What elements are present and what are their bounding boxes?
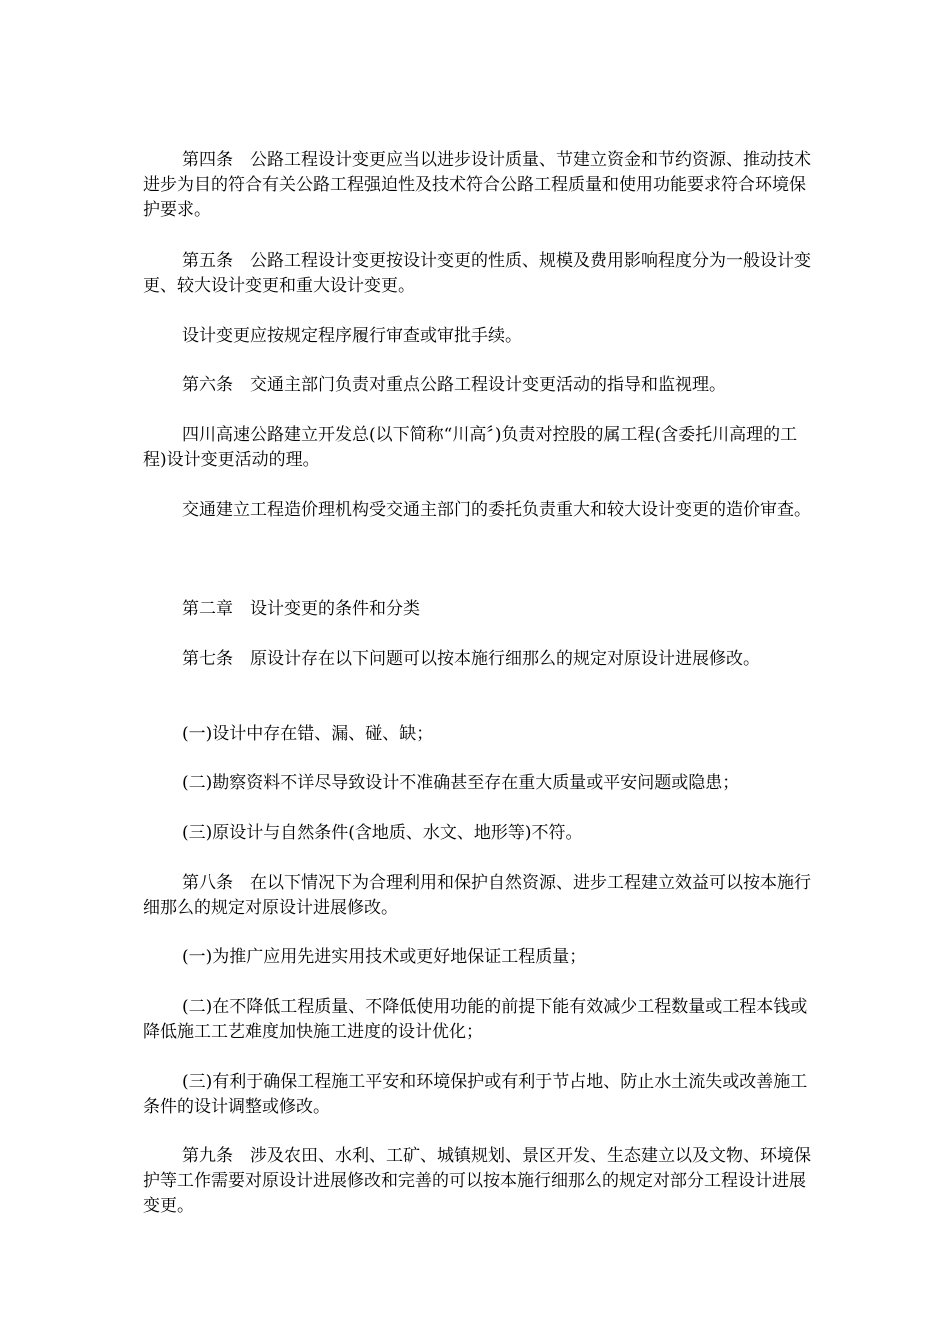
- article-8-item-3: (三)有利于确保工程施工平安和环境保护或有利于节占地、防止水土流失或改善施工条件的设计调整或修改。: [143, 1072, 808, 1117]
- article-4-paragraph: 第四条 公路工程设计变更应当以进步设计质量、节建立资金和节约资源、推动技术进步为目的符合有关公路工程强迫性及技术符合公路工程质量和使用功能要求符合环境保护要求。: [143, 150, 811, 220]
- article-9-paragraph: 第九条 涉及农田、水利、工矿、城镇规划、景区开发、生态建立以及文物、环境保护等工作需要对原设计进展修改和完善的可以按本施行细那么的规定对部分工程设计进展变更。: [143, 1146, 811, 1216]
- article-8-paragraph: 第八条 在以下情况下为合理利用和保护自然资源、进步工程建立效益可以按本施行细那么的规定对原设计进展修改。: [143, 873, 811, 918]
- article-6-paragraph: 第六条 交通主部门负责对重点公路工程设计变更活动的指导和监视理。: [182, 375, 726, 395]
- article-8-item-2: (二)在不降低工程质量、不降低使用功能的前提下能有效减少工程数量或工程本钱或降低施工工艺难度加快施工进度的设计优化；: [143, 997, 808, 1042]
- chapter-2-heading: 第二章 设计变更的条件和分类: [182, 599, 420, 619]
- article-5-paragraph: 第五条 公路工程设计变更按设计变更的性质、规模及费用影响程度分为一般设计变更、较大设计变更和重大设计变更。: [143, 251, 811, 296]
- cost-review-paragraph: 交通建立工程造价理机构受交通主部门的委托负责重大和较大设计变更的造价审查。: [182, 500, 811, 520]
- article-7-item-1: (一)设计中存在错、漏、碰、缺；: [182, 724, 434, 744]
- article-7-item-2: (二)勘察资料不详尽导致设计不准确甚至存在重大质量或平安问题或隐患；: [182, 773, 740, 793]
- article-7-paragraph: 第七条 原设计存在以下问题可以按本施行细那么的规定对原设计进展修改。: [182, 649, 760, 669]
- article-8-item-1: (一)为推广应用先进实用技术或更好地保证工程质量；: [182, 947, 587, 967]
- article-7-item-3: (三)原设计与自然条件(含地质、水文、地形等)不符。: [182, 823, 583, 843]
- sichuan-expressway-paragraph: 四川高速公路建立开发总(以下简称“川高〞)负责对控股的属工程(含委托川高理的工程)设计变更活动的理。: [143, 425, 798, 470]
- approval-procedure-paragraph: 设计变更应按规定程序履行审查或审批手续。: [182, 326, 522, 346]
